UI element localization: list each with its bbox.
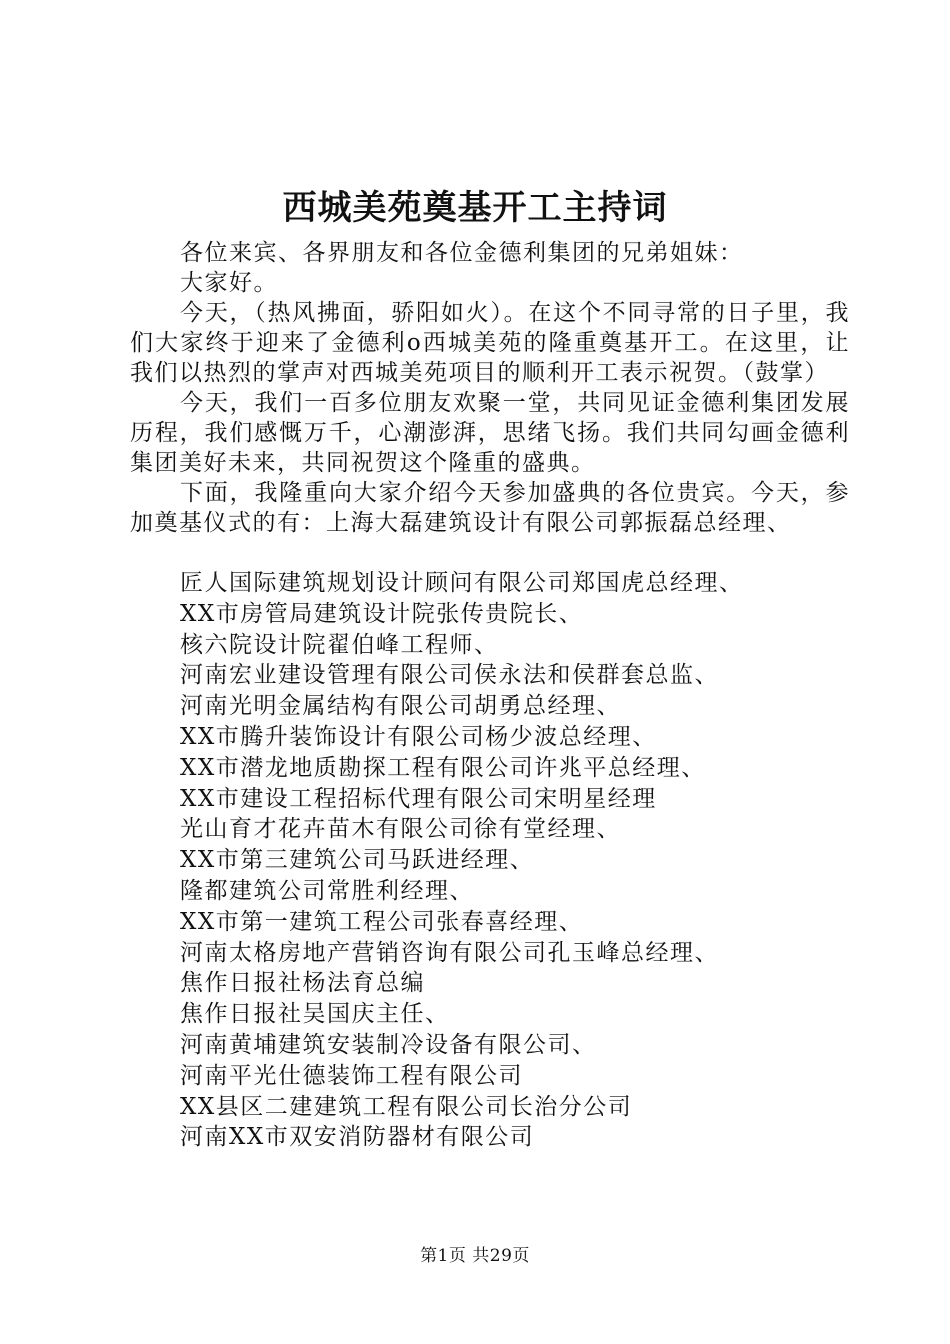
guest-intro-paragraph: 下面，我隆重向大家介绍今天参加盛典的各位贵宾。今天，参加奠基仪式的有：上海大磊建筑设计有限公司郭振磊总经理、	[130, 480, 850, 536]
guest-list-item: XX市第一建筑工程公司张春喜经理、	[180, 908, 584, 935]
guest-list	[130, 568, 850, 1153]
salutation-paragraph: 各位来宾、各界朋友和各位金德利集团的兄弟姐妹：	[180, 240, 744, 266]
guest-list-item: XX市潜龙地质勘探工程有限公司许兆平总经理、	[180, 754, 706, 781]
celebration-paragraph: 今天，我们一百多位朋友欢聚一堂，共同见证金德利集团发展历程，我们感慨万千，心潮澎湃，思绪飞扬。我们共同勾画金德利集团美好未来，共同祝贺这个隆重的盛典。	[130, 390, 850, 476]
document-title: 西城美苑奠基开工主持词	[282, 188, 668, 228]
opening-paragraph: 今天，（热风拂面，骄阳如火）。在这个不同寻常的日子里，我们大家终于迎来了金德利o西城美苑的隆重奠基开工。在这里，让我们以热烈的掌声对西城美苑项目的顺利开工表示祝贺。（鼓掌）	[130, 300, 850, 386]
greeting-paragraph: 大家好。	[180, 270, 278, 296]
guest-list-item: 河南宏业建设管理有限公司侯永法和侯群套总监、	[180, 662, 719, 689]
guest-list-item: XX市建设工程招标代理有限公司宋明星经理	[180, 785, 657, 812]
guest-list-item: 光山育才花卉苗木有限公司徐有堂经理、	[180, 816, 621, 843]
guest-list-item: 河南XX市双安消防器材有限公司	[180, 1124, 535, 1151]
guest-list-item: 河南黄埔建筑安装制冷设备有限公司、	[180, 1031, 597, 1058]
guest-list-item: 河南太格房地产营销咨询有限公司孔玉峰总经理、	[180, 939, 719, 966]
guest-list-item: 河南平光仕德装饰工程有限公司	[180, 1062, 523, 1089]
page-number-footer: 第1页 共29页	[420, 1246, 530, 1266]
guest-list-item: 河南光明金属结构有限公司胡勇总经理、	[180, 693, 621, 720]
guest-list-item: 焦作日报社杨法育总编	[180, 970, 425, 997]
guest-list-item: XX县区二建建筑工程有限公司长治分公司	[180, 1093, 633, 1120]
guest-list-item: XX市房管局建筑设计院张传贵院长、	[180, 600, 584, 627]
guest-list-item: XX市第三建筑公司马跃进经理、	[180, 847, 535, 874]
guest-list-item: 匠人国际建筑规划设计顾问有限公司郑国虎总经理、	[180, 570, 744, 596]
guest-list-item: 焦作日报社吴国庆主任、	[180, 1001, 450, 1028]
document-body	[130, 238, 850, 1153]
blank-line	[130, 538, 850, 568]
guest-list-item: 隆都建筑公司常胜利经理、	[180, 877, 474, 904]
guest-list-item: 核六院设计院翟伯峰工程师、	[180, 631, 499, 658]
guest-list-item: XX市腾升装饰设计有限公司杨少波总经理、	[180, 723, 657, 750]
